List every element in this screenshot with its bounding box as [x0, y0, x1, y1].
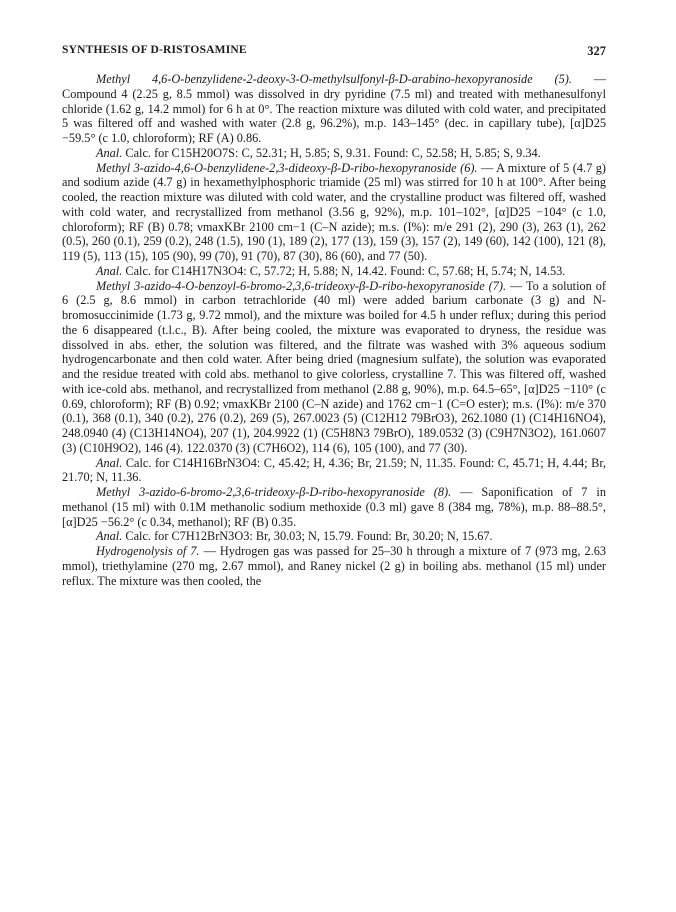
- paragraph-analysis-5: [62, 146, 606, 161]
- compound-title: Methyl 3-azido-4,6-O-benzylidene-2,3-dideoxy-β-D-ribo-hexopyranoside (6).: [96, 160, 478, 175]
- page-header: [62, 44, 606, 64]
- paragraph-text: Calc. for C7H12BrN3O3: Br, 30.03; N, 15.79. Found: Br, 30.20; N, 15.67.: [122, 529, 493, 544]
- analysis-label: Anal.: [96, 529, 123, 544]
- compound-title: Methyl 3-azido-6-bromo-2,3,6-trideoxy-β-D-ribo-hexopyranoside (8).: [96, 485, 452, 499]
- article-body: [62, 72, 606, 588]
- paragraph-text: — A mixture of 5 (4.7 g) and sodium azide (4.7 g) in hexamethylphosphoric triamide (25 ml) was stirred for 10 h at 100°. After being cooled, the reaction mixture was diluted with cold water, and the crystalline product was filtered off, washed with cold water, and recrystallized from methanol (3.56 g, 92%), m.p. 101–102°, [α]D25 −104° (c 1.0, chloroform); RF (B) 0.78; νmaxKBr 2100 cm−1 (C–N azide); m.s. (I%): m/e 291 (2), 290 (3), 263 (1), 262 (0.5), 260 (0.1), 259 (0.2), 248 (1.5), 190 (1), 189 (2), 177 (13), 159 (3), 157 (2), 149 (60), 142 (100), 121 (8), 119 (5), 113 (15), 105 (90), 99 (70), 91 (70), 87 (30), 86 (60), and 77 (50).: [62, 160, 606, 263]
- paragraph-compound-7: [62, 279, 606, 456]
- analysis-label: Anal.: [96, 145, 123, 160]
- analysis-label: Anal.: [96, 263, 123, 278]
- running-head: SYNTHESIS OF D-RISTOSAMINE: [62, 44, 247, 56]
- paragraph-text: Calc. for C14H16BrN3O4: C, 45.42; H, 4.36; Br, 21.59; N, 11.35. Found: C, 45.71; H, 4.44; Br, 21.70; N, 11.36.: [62, 455, 606, 485]
- paragraph-text: — Saponification of 7 in methanol (15 ml) with 0.1M methanolic sodium methoxide (0.3 ml) gave 8 (384 mg, 78%), m.p. 88–88.5°, [α]D25 −56.2° (c 0.34, methanol); RF (B) 0.35.: [62, 485, 606, 529]
- paragraph-text: Calc. for C15H20O7S: C, 52.31; H, 5.85; S, 9.31. Found: C, 52.58; H, 5.85; S, 9.34.: [122, 145, 541, 160]
- paragraph-analysis-7: [62, 456, 606, 486]
- paragraph-text: — Compound 4 (2.25 g, 8.5 mmol) was dissolved in dry pyridine (7.5 ml) and treated with methanesulfonyl chloride (1.62 g, 14.2 mmol) for 6 h at 0°. The reaction mixture was diluted with cold water, and precipitated 5 was filtered off and washed with water (2.8 g, 96.2%), m.p. 143–145° (dec. in capillary tube), [α]D25 −59.5° (c 1.0, chloroform); RF (A) 0.86.: [62, 72, 606, 145]
- paragraph-compound-8: [62, 485, 606, 529]
- paragraph-text: — Hydrogen gas was passed for 25–30 h through a mixture of 7 (973 mg, 2.63 mmol), triethylamine (270 mg, 2.67 mmol), and Raney nickel (2 g) in boiling abs. methanol (15 ml) under reflux. The mixture was then cooled, the: [62, 544, 607, 588]
- compound-title: Methyl 4,6-O-benzylidene-2-deoxy-3-O-methylsulfonyl-β-D-arabino-hexopyranoside (5).: [96, 72, 572, 86]
- section-title: Hydrogenolysis of 7.: [96, 544, 200, 558]
- page-number: 327: [587, 44, 606, 58]
- paragraph-analysis-6: [62, 264, 606, 279]
- analysis-label: Anal.: [96, 455, 123, 470]
- paragraph-hydrogenolysis: [62, 544, 606, 588]
- paragraph-text: — To a solution of 6 (2.5 g, 8.6 mmol) in carbon tetrachloride (40 ml) were added barium carbonate (3 g) and N-bromosuccinimide (1.73 g, 9.72 mmol), and the mixture was boiled for 4.5 h under reflux; during this period the 6 disappeared (t.l.c., B). After being cooled, the mixture was evaporated to dryness, the residue was dissolved in abs. ether, the solution was filtered, and the filtrate was washed with 3% aqueous sodium hydrogencarbonate and then cold water. After being dried (magnesium sulfate), the solution was evaporated and the residue treated with cold abs. methanol to give colorless, crystalline 7. This was filtered off, washed with ice-cold abs. methanol, and recrystallized from methanol (2.88 g, 90%), m.p. 64.5–65°, [α]D25 −110° (c 0.69, chloroform); RF (B) 0.92; νmaxKBr 2100 (C–N azide) and 1762 cm−1 (C=O ester); m.s. (I%): m/e 370 (0.1), 368 (0.1), 340 (0.2), 276 (0.2), 269 (5), 267.0023 (5) (C12H12 79BrO3), 262.1080 (1) (C14H16NO4), 248.0940 (4) (C13H14NO4), 207 (1), 204.9922 (1) (C5H8N3 79BrO), 189.0532 (3) (C9H7N3O2), 161.0607 (3) (C10H9O2), 146 (4). 122.0370 (3) (C7H6O2), 114 (6), 105 (100), and 77 (30).: [62, 278, 606, 455]
- paragraph-compound-5: [62, 72, 606, 146]
- paragraph-text: Calc. for C14H17N3O4: C, 57.72; H, 5.88; N, 14.42. Found: C, 57.68; H, 5.74; N, 14.53.: [122, 263, 566, 278]
- paragraph-analysis-8: [62, 529, 606, 544]
- compound-title: Methyl 3-azido-4-O-benzoyl-6-bromo-2,3,6-trideoxy-β-D-ribo-hexopyranoside (7).: [96, 278, 507, 293]
- paragraph-compound-6: [62, 161, 606, 264]
